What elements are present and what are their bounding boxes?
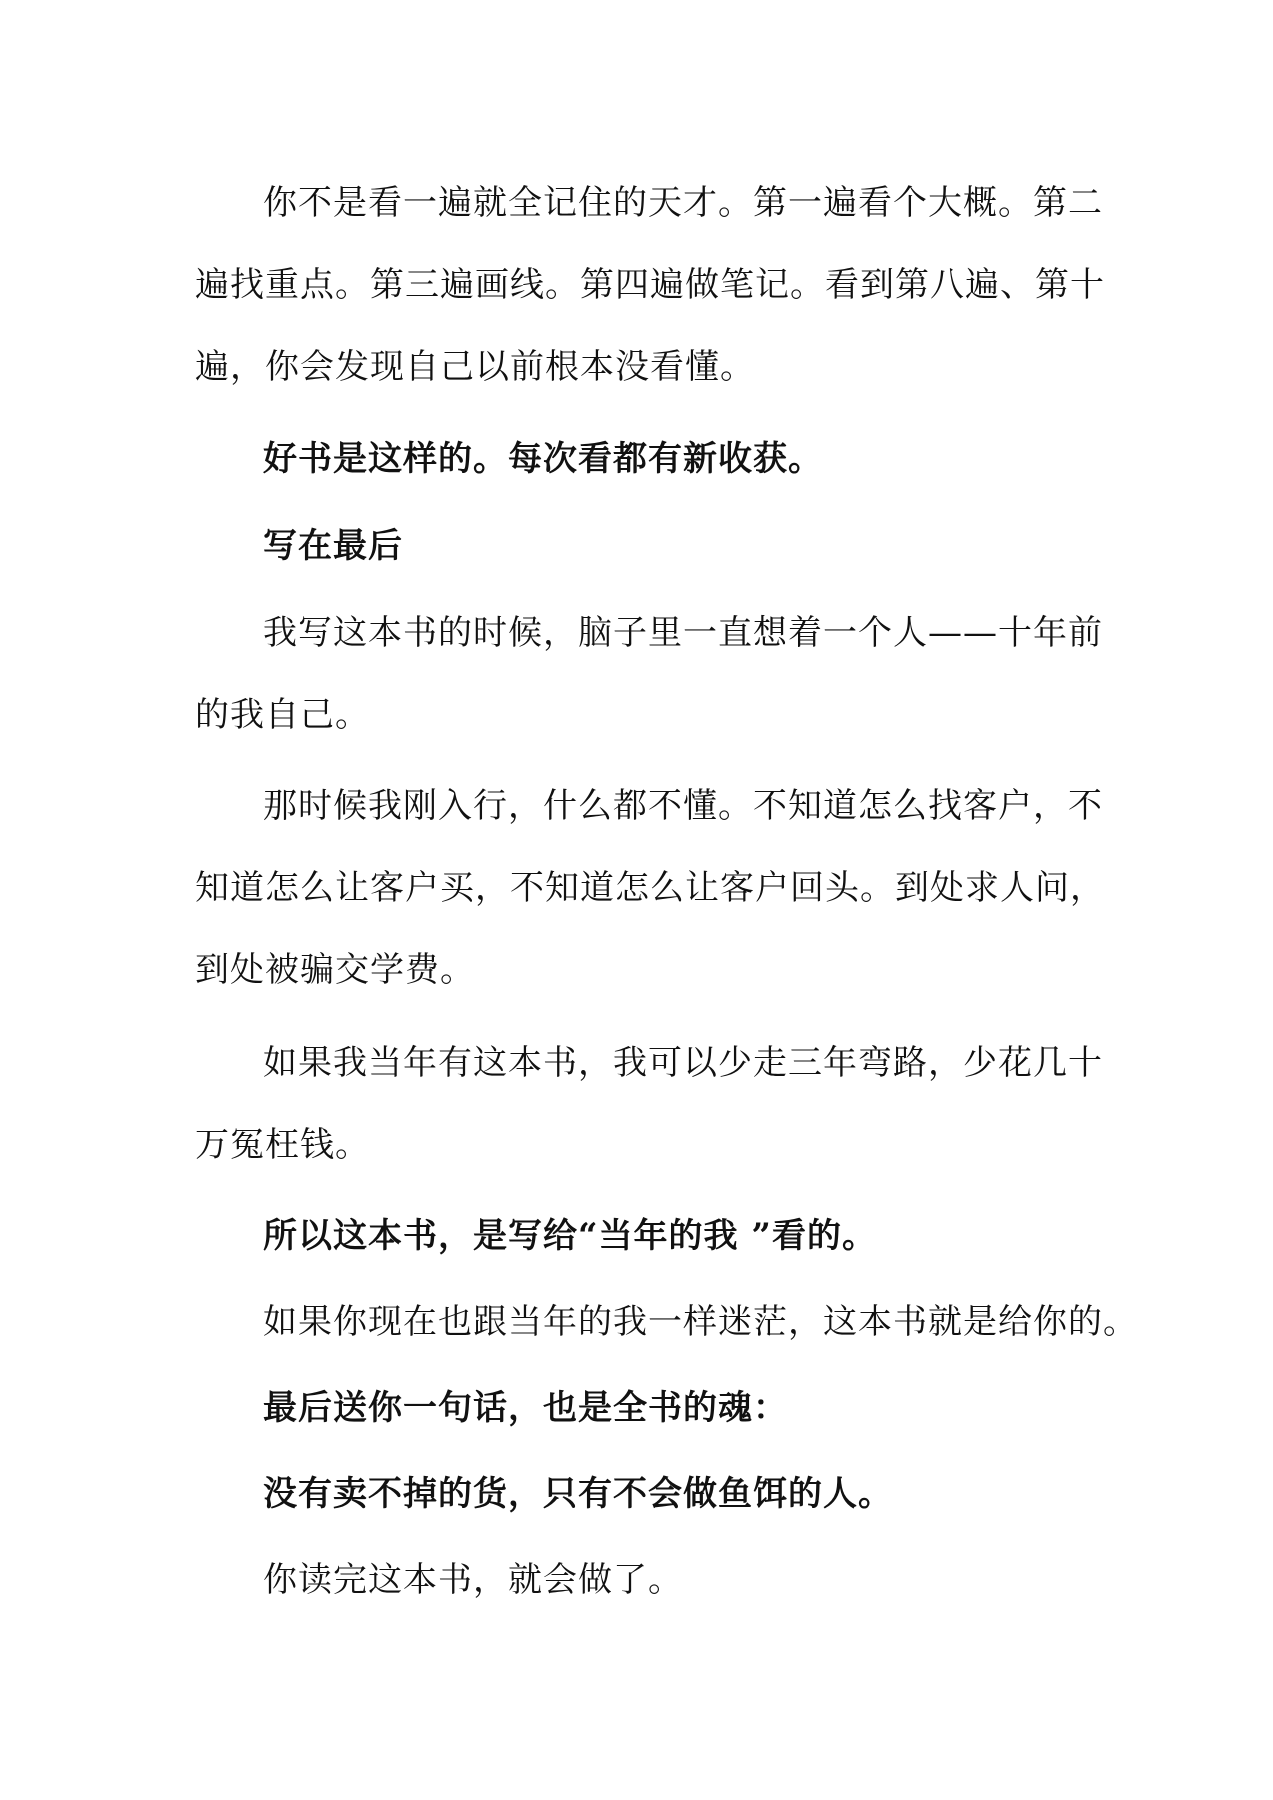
paragraph-6 bbox=[195, 1022, 1103, 1186]
paragraph-line: 的我自己。 bbox=[195, 695, 370, 735]
paragraph-line: 知道怎么让客户买，不知道怎么让客户回头。到处求人问， bbox=[195, 868, 1105, 908]
paragraph-line: 所以这本书，是写给“当年的我 ”看的。 bbox=[263, 1216, 877, 1256]
paragraph-10-bold bbox=[195, 1453, 1095, 1535]
paragraph-2-bold bbox=[195, 418, 1095, 500]
paragraph-line: 到处被骗交学费。 bbox=[195, 950, 475, 990]
paragraph-line: 你读完这本书，就会做了。 bbox=[263, 1560, 683, 1600]
paragraph-line: 遍找重点。第三遍画线。第四遍做笔记。看到第八遍、第十 bbox=[195, 265, 1105, 305]
paragraph-line: 最后送你一句话，也是全书的魂： bbox=[263, 1388, 788, 1428]
paragraph-line: 没有卖不掉的货，只有不会做鱼饵的人。 bbox=[263, 1474, 893, 1514]
paragraph-line: 那时候我刚入行，什么都不懂。不知道怎么找客户，不 bbox=[263, 786, 1103, 826]
paragraph-11 bbox=[195, 1539, 1095, 1621]
paragraph-7-bold bbox=[195, 1195, 1095, 1277]
paragraph-line: 遍，你会发现自己以前根本没看懂。 bbox=[195, 347, 755, 387]
section-heading bbox=[195, 505, 1095, 587]
paragraph-line: 如果你现在也跟当年的我一样迷茫，这本书就是给你的。 bbox=[263, 1302, 1138, 1342]
paragraph-line: 你不是看一遍就全记住的天才。第一遍看个大概。第二 bbox=[263, 183, 1103, 223]
paragraph-1 bbox=[195, 162, 1105, 408]
section-heading-text: 写在最后 bbox=[263, 526, 403, 566]
paragraph-line: 好书是这样的。每次看都有新收获。 bbox=[263, 439, 823, 479]
paragraph-line: 万冤枉钱。 bbox=[195, 1125, 370, 1165]
paragraph-line: 如果我当年有这本书，我可以少走三年弯路，少花几十 bbox=[263, 1043, 1103, 1083]
paragraph-8 bbox=[195, 1281, 1138, 1363]
paragraph-line: 我写这本书的时候，脑子里一直想着一个人——十年前 bbox=[263, 613, 1103, 653]
paragraph-4 bbox=[195, 592, 1103, 756]
paragraph-9-bold bbox=[195, 1367, 1095, 1449]
paragraph-5 bbox=[195, 765, 1105, 1011]
